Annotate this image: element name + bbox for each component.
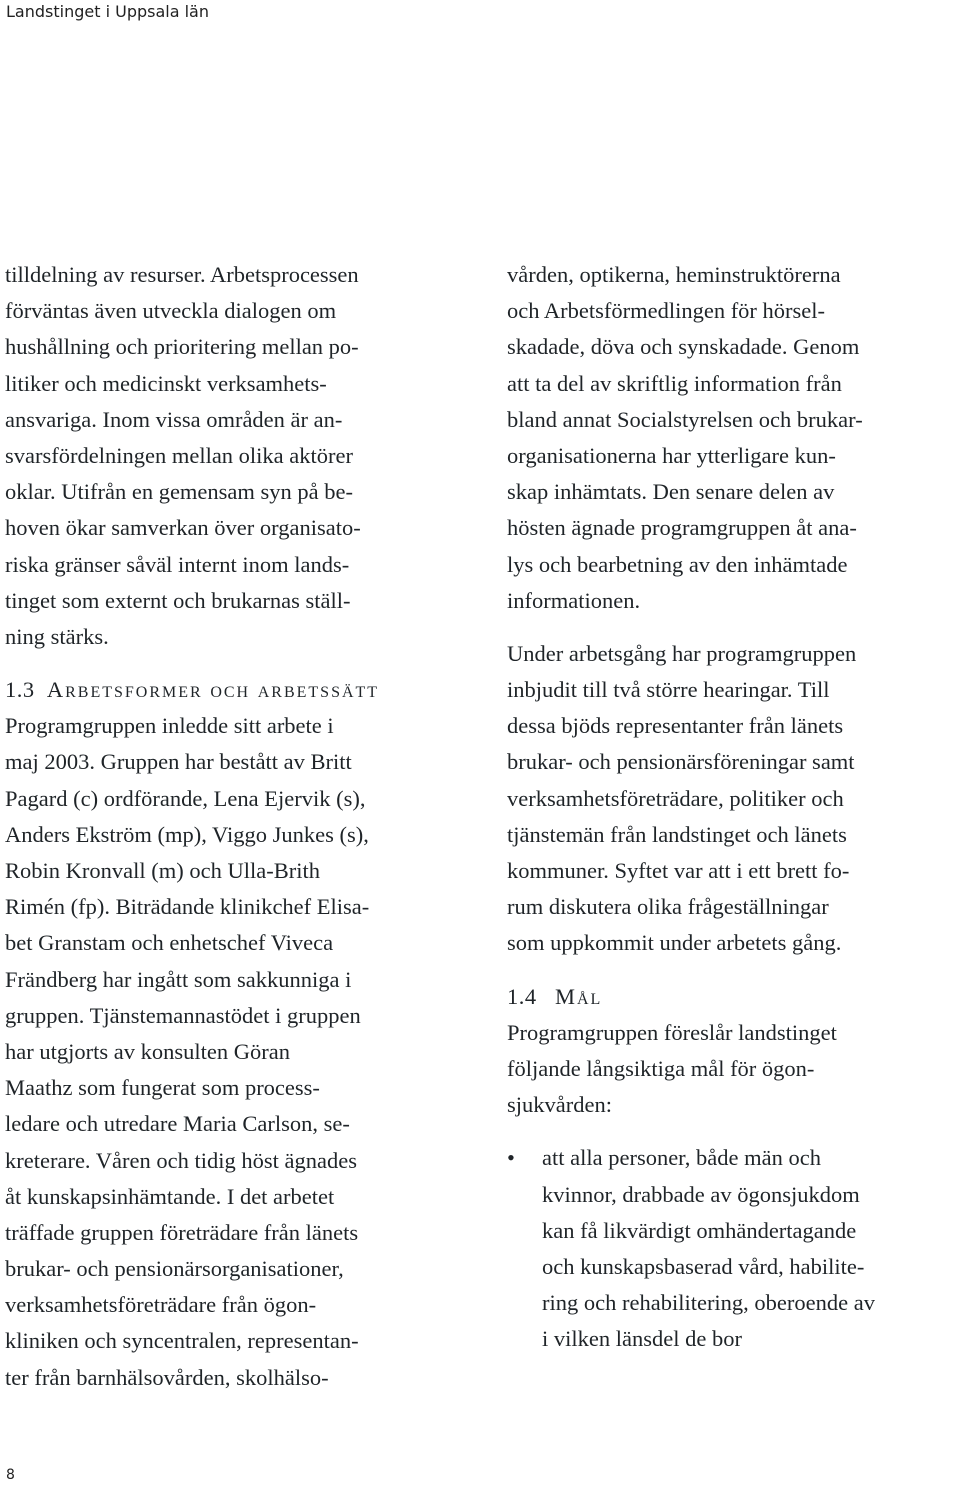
text-line: ansvariga. Inom vissa områden är an- (5, 406, 343, 432)
text-line: kan få likvärdigt omhändertagande (542, 1217, 857, 1243)
text-line: skadade, döva och synskadade. Genom (507, 334, 860, 360)
left-column (5, 257, 465, 1396)
text-line: och kunskapsbaserad vård, habilite- (542, 1253, 865, 1279)
paragraph-hearings (507, 636, 957, 962)
text-line: ring och rehabilitering, oberoende av (542, 1290, 875, 1316)
text-line: ledare och utredare Maria Carlson, se- (5, 1111, 350, 1137)
section-title: Arbetsformer och arbetssätt (46, 677, 380, 703)
text-line: kvinnor, drabbade av ögonsjukdom (542, 1181, 860, 1207)
section-number: 1.3 (5, 677, 35, 703)
paragraph-programgroup (5, 708, 465, 1396)
running-header: Landstinget i Uppsala län (6, 2, 209, 21)
text-line: Rimén (fp). Biträdande klinikchef Elisa- (5, 894, 370, 920)
text-line: följande långsiktiga mål för ögon- (507, 1055, 815, 1081)
text-line: Pagard (c) ordförande, Lena Ejervik (s), (5, 785, 366, 811)
text-line: i vilken länsdel de bor (542, 1326, 742, 1352)
text-line: träffade gruppen företrädare från länets (5, 1219, 359, 1245)
text-line: oklar. Utifrån en gemensam syn på be- (5, 479, 354, 505)
section-title: Mål (555, 983, 603, 1009)
text-line: sjukvården: (507, 1092, 612, 1118)
text-line: bet Granstam och enhetschef Viveca (5, 930, 334, 956)
text-line: som uppkommit under arbetets gång. (507, 930, 842, 956)
page-number: 8 (6, 1467, 15, 1483)
text-line: har utgjorts av konsulten Göran (5, 1038, 290, 1064)
text-line: svarsfördelningen mellan olika aktörer (5, 442, 354, 468)
text-line: åt kunskapsinhämtande. I det arbetet (5, 1183, 335, 1209)
text-line: bland annat Socialstyrelsen och brukar- (507, 406, 863, 432)
text-line: ter från barnhälsovården, skolhälso- (5, 1364, 329, 1390)
goal-list-item (507, 1140, 957, 1357)
paragraph-intro-continuation (5, 257, 465, 655)
text-line: gruppen. Tjänstemannastödet i gruppen (5, 1002, 361, 1028)
text-line: kommuner. Syftet var att i ett brett fo- (507, 858, 850, 883)
text-line: skap inhämtats. Den senare delen av (507, 479, 835, 505)
text-line: ning stärks. (5, 623, 109, 649)
text-line: verksamhetsföreträdare från ögon- (5, 1292, 317, 1318)
text-line: vården, optikerna, heminstruktörerna (507, 262, 841, 287)
text-line: tjänstemän från landstinget och länets (507, 821, 847, 847)
text-line: Programgruppen inledde sitt arbete i (5, 713, 334, 739)
text-line: organisationerna har ytterligare kun- (507, 442, 836, 468)
text-line: verksamhetsföreträdare, politiker och (507, 785, 844, 811)
text-line: riska gränser såväl internt inom lands- (5, 551, 350, 577)
text-line: Robin Kronvall (m) och Ulla-Brith (5, 858, 320, 883)
section-heading-1-3 (5, 672, 465, 708)
text-line: Anders Ekström (mp), Viggo Junkes (s), (5, 821, 369, 847)
text-line: och Arbetsförmedlingen för hörsel- (507, 298, 826, 324)
text-line: brukar- och pensionärsorganisationer, (5, 1256, 344, 1282)
text-line: maj 2003. Gruppen har bestått av Britt (5, 749, 352, 775)
text-line: Maathz som fungerat som process- (5, 1075, 320, 1101)
text-line: litiker och medicinskt verksamhets- (5, 370, 327, 396)
text-line: rum diskutera olika frågeställningar (507, 894, 829, 920)
text-line: hushållning och prioritering mellan po- (5, 334, 359, 360)
text-line: kreterare. Våren och tidig höst ägnades (5, 1147, 357, 1173)
text-line: dessa bjöds representanter från länets (507, 713, 844, 739)
section-heading-1-4 (507, 979, 957, 1015)
text-line: tinget som externt och brukarnas ställ- (5, 587, 351, 613)
text-line: Programgruppen föreslår landstinget (507, 1019, 837, 1045)
text-line: förväntas även utveckla dialogen om (5, 298, 337, 324)
text-line: brukar- och pensionärsföreningar samt (507, 749, 855, 775)
text-line: lys och bearbetning av den inhämtade (507, 551, 848, 577)
text-line: hösten ägnade programgruppen åt ana- (507, 515, 857, 541)
bullet-icon: • (507, 1145, 515, 1171)
text-line: Under arbetsgång har programgruppen (507, 640, 857, 666)
paragraph-goals-intro (507, 1015, 957, 1124)
text-line: informationen. (507, 587, 641, 613)
paragraph-continuation (507, 257, 957, 619)
right-column (507, 257, 957, 1357)
text-line: att ta del av skriftlig information från (507, 370, 842, 396)
text-line: hoven ökar samverkan över organisato- (5, 515, 361, 541)
text-line: Frändberg har ingått som sakkunniga i (5, 966, 352, 992)
section-number: 1.4 (507, 983, 537, 1009)
text-line: att alla personer, både män och (542, 1145, 821, 1171)
text-line: inbjudit till två större hearingar. Till (507, 677, 830, 703)
text-line: tilldelning av resurser. Arbetsprocessen (5, 262, 359, 287)
text-line: kliniken och syncentralen, representan- (5, 1328, 359, 1354)
